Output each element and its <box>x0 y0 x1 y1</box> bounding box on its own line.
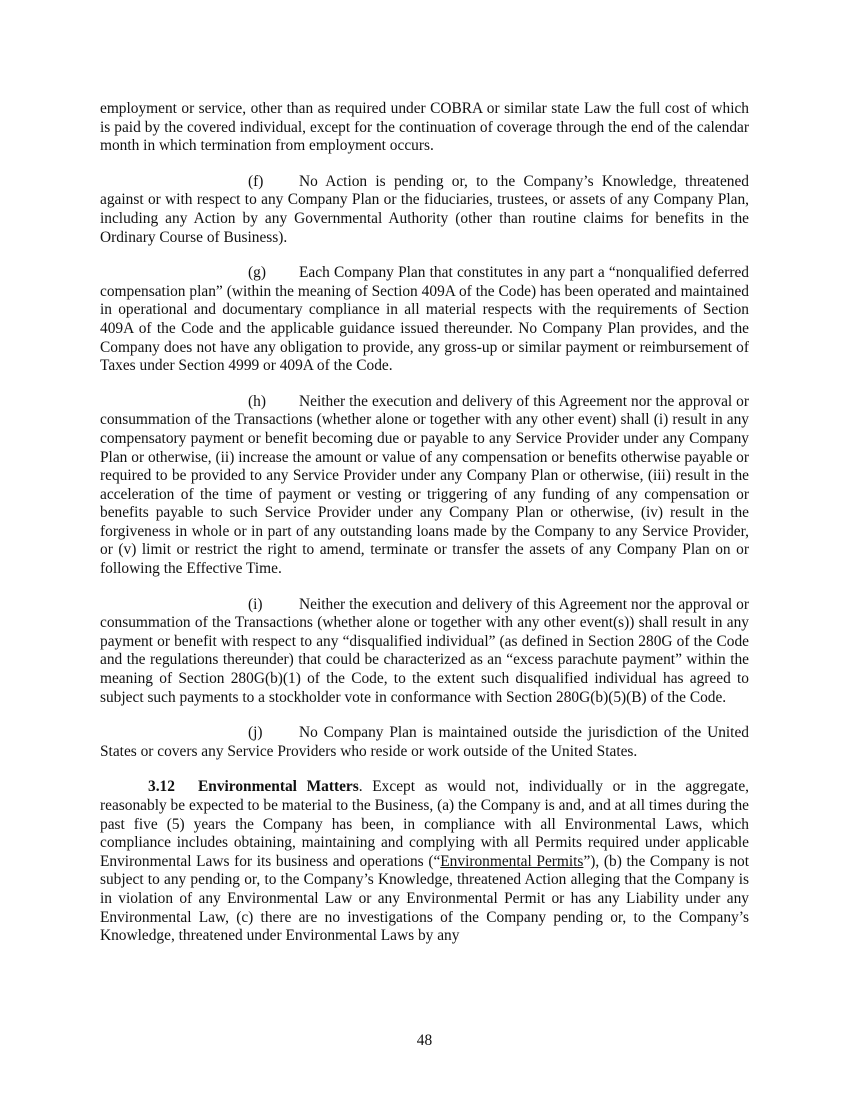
section-3-12 <box>100 778 749 945</box>
clause-text: No Action is pending or, to the Company’s Knowledge, threatened against or with respect to any Company Plan or the fiduciaries, trustees, or assets of any Company Plan, including any Action by any Governmental Authority (other than routine claims for benefits in the Ordinary Course of Business). <box>100 172 749 246</box>
clause-j <box>100 724 749 761</box>
clause-h <box>100 393 749 579</box>
page-number: 48 <box>416 1032 433 1049</box>
clause-marker: (i) <box>248 595 263 613</box>
clause-text: Neither the execution and delivery of this Agreement nor the approval or consummation of the Transactions (whether alone or together with any other event) shall (i) result in any compensatory payment or benefit becoming due or payable to any Service Provider under any Company Plan or otherwise, (ii) increase the amount or value of any compensation or benefits otherwise payable or required to be provided to any Service Provider under any Company Plan or otherwise, (iii) result in the acceleration of the time of payment or vesting or triggering of any funding of any compensation or benefits payable to such Service Provider under any Company Plan or otherwise, (iv) result in the forgiveness in whole or in part of any outstanding loans made by the Company to any Service Provider, or (v) limit or restrict the right to amend, terminate or transfer the assets of any Company Plan on or following the Effective Time. <box>100 392 749 578</box>
continuation-paragraph: employment or service, other than as required under COBRA or similar state Law the full cost of which is paid by the covered individual, except for the continuation of coverage through the end of the calendar month in which termination from employment occurs. <box>100 100 749 155</box>
clause-text: Each Company Plan that constitutes in any part a “nonqualified deferred compensation plan” (within the meaning of Section 409A of the Code) has been operated and maintained in operational and documentary compliance in all material respects with the requirements of Section 409A of the Code and the applicable guidance issued thereunder. No Company Plan provides, and the Company does not have any obligation to provide, any gross-up or similar payment or reimbursement of Taxes under Section 4999 or 409A of the Code. <box>100 264 749 375</box>
section-number: 3.12 <box>148 778 175 796</box>
clause-marker: (g) <box>248 264 266 282</box>
clause-marker: (f) <box>248 172 264 190</box>
section-text-before-term: . Except as would not, individually or in the aggregate, reasonably be expected to be material to the Business, (a) the Company is and, and at all times during the past five (5) years the Company has been, in compliance with all Environmental Laws, which compliance includes obtaining, maintaining and complying with all Permits required under applicable Environmental Laws for its business and operations (“ <box>100 778 749 870</box>
defined-term: Environmental Permits <box>440 852 584 870</box>
clause-g <box>100 264 749 376</box>
clause-f <box>100 173 749 247</box>
document-page <box>100 100 749 963</box>
clause-marker: (h) <box>248 392 266 410</box>
clause-marker: (j) <box>248 724 263 742</box>
section-title: Environmental Matters <box>198 778 359 796</box>
clause-i <box>100 596 749 708</box>
clause-text: Neither the execution and delivery of this Agreement nor the approval or consummation of the Transactions (whether alone or together with any other event(s)) shall result in any payment or benefit with respect to any “disqualified individual” (as defined in Section 280G of the Code and the regulations thereunder) that could be characterized as an “excess parachute payment” within the meaning of Section 280G(b)(1) of the Code, to the extent such disqualified individual has agreed to subject such payments to a stockholder vote in conformance with Section 280G(b)(5)(B) of the Code. <box>100 595 749 706</box>
section-text-after-term: ”), (b) the Company is not subject to any pending or, to the Company’s Knowledge, threatened Action alleging that the Company is in violation of any Environmental Law or any Environmental Permit or has any Liability under any Environmental Law, (c) there are no investigations of the Company pending or, to the Company’s Knowledge, threatened under Environmental Laws by any <box>100 852 750 945</box>
clause-text: No Company Plan is maintained outside the jurisdiction of the United States or covers any Service Providers who reside or work outside of the United States. <box>100 724 749 760</box>
